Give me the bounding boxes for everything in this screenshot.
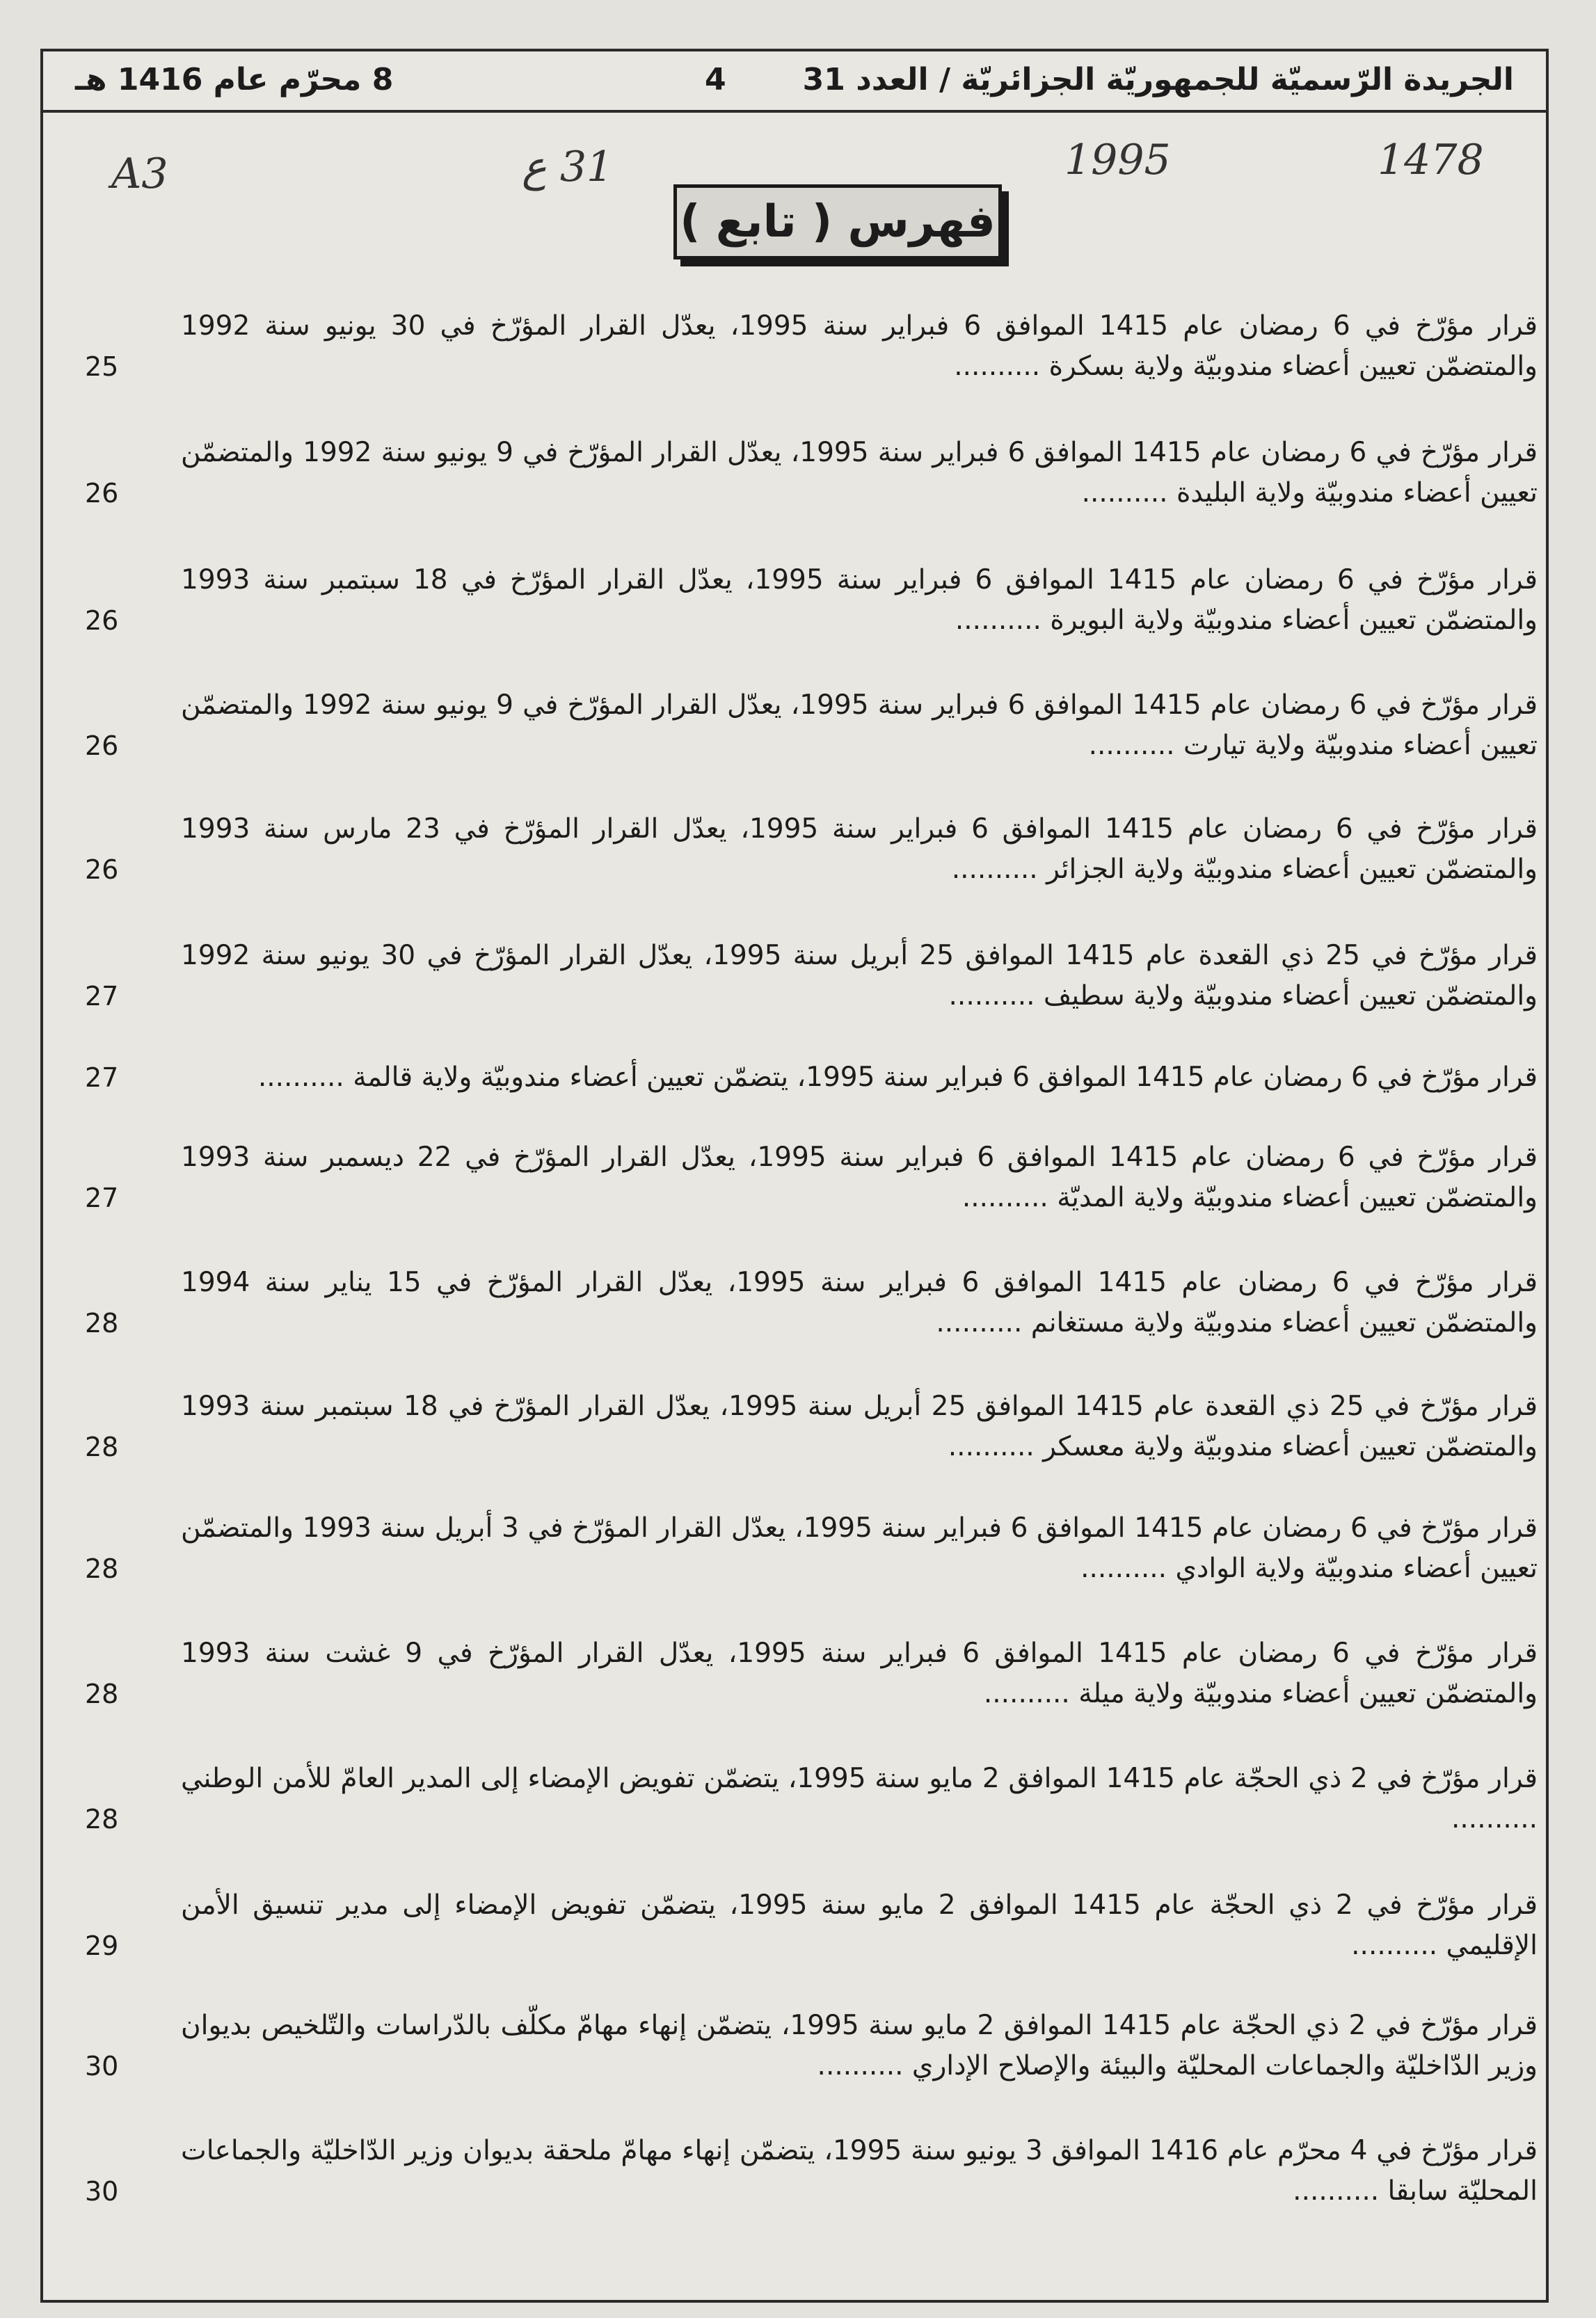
leader-dots: .......... — [961, 1182, 1058, 1213]
entry-text: قرار مؤرّخ في 25 ذي القعدة عام 1415 الموافق 25 أبريل سنة 1995، يعدّل القرار المؤرّخ في 18 سبتمبر سنة 1993 والمتضمّن تعيين أعضاء مندوبيّة ولاية معسكر .......... — [181, 1391, 1538, 1462]
entry-text: قرار مؤرّخ في 6 رمضان عام 1415 الموافق 6 فبراير سنة 1995، يعدّل القرار المؤرّخ في 9 يونيو سنة 1992 والمتضمّن تعيين أعضاء مندوبيّة ولاية تيارت .......... — [181, 689, 1538, 761]
index-entry — [77, 1386, 1538, 1467]
index-entry — [77, 2006, 1538, 2086]
leader-dots: .......... — [1080, 1553, 1176, 1584]
index-entry — [77, 560, 1538, 641]
entry-text: قرار مؤرّخ في 6 رمضان عام 1415 الموافق 6 فبراير سنة 1995، يتضمّن تعيين أعضاء مندوبيّة ولاية قالمة .......... — [257, 1062, 1538, 1093]
entry-text: قرار مؤرّخ في 4 محرّم عام 1416 الموافق 3 يونيو سنة 1995، يتضمّن إنهاء مهامّ ملحقة بديوان وزير الدّاخليّة والجماعات المحليّة سابقا .......... — [181, 2135, 1538, 2207]
entry-page-number: 27 — [85, 981, 119, 1012]
index-entry — [77, 1137, 1538, 1218]
leader-dots: .......... — [948, 980, 1044, 1012]
index-entry — [77, 1633, 1538, 1714]
entry-text: قرار مؤرّخ في 6 رمضان عام 1415 الموافق 6 فبراير سنة 1995، يعدّل القرار المؤرّخ في 15 يناير سنة 1994 والمتضمّن تعيين أعضاء مندوبيّة ولاية مستغانم .......... — [181, 1267, 1538, 1338]
leader-dots: .......... — [1293, 2175, 1388, 2207]
entry-page-number: 26 — [85, 854, 119, 885]
entry-page-number: 28 — [85, 1308, 119, 1338]
index-entry — [77, 936, 1538, 1016]
entry-text: قرار مؤرّخ في 6 رمضان عام 1415 الموافق 6 فبراير سنة 1995، يعدّل القرار المؤرّخ في 22 ديسمبر سنة 1993 والمتضمّن تعيين أعضاء مندوبيّة ولاية المديّة .......... — [181, 1142, 1538, 1213]
index-entry — [77, 433, 1538, 513]
entry-page-number: 30 — [85, 2176, 119, 2207]
leader-dots: .......... — [1088, 730, 1183, 761]
index-entry — [77, 685, 1538, 766]
leader-dots: .......... — [1351, 1930, 1446, 1961]
index-entry — [77, 2131, 1538, 2212]
index-entry — [77, 1508, 1538, 1589]
entry-page-number: 27 — [85, 1062, 119, 1093]
index-entry — [77, 1263, 1538, 1343]
entry-page-number: 28 — [85, 1679, 119, 1709]
entry-page-number: 28 — [85, 1804, 119, 1835]
leader-dots: .......... — [257, 1062, 353, 1093]
entry-page-number: 25 — [85, 351, 119, 382]
entry-page-number: 29 — [85, 1931, 119, 1961]
entry-page-number: 28 — [85, 1432, 119, 1462]
entry-text: قرار مؤرّخ في 6 رمضان عام 1415 الموافق 6 فبراير سنة 1995، يعدّل القرار المؤرّخ في 30 يونيو سنة 1992 والمتضمّن تعيين أعضاء مندوبيّة ولاية بسكرة .......... — [181, 310, 1538, 382]
leader-dots: .......... — [983, 1678, 1079, 1709]
entry-text: قرار مؤرّخ في 2 ذي الحجّة عام 1415 الموافق 2 مايو سنة 1995، يتضمّن تفويض الإمضاء إلى المدير العامّ للأمن الوطني .......... — [181, 1763, 1538, 1835]
entry-text: قرار مؤرّخ في 25 ذي القعدة عام 1415 الموافق 25 أبريل سنة 1995، يعدّل القرار المؤرّخ في 30 يونيو سنة 1992 والمتضمّن تعيين أعضاء مندوبيّة ولاية سطيف .......... — [181, 940, 1538, 1012]
page-header — [40, 49, 1549, 113]
index-entry — [77, 1759, 1538, 1839]
handwritten-issue: 31 ع — [522, 143, 614, 191]
journal-title: الجريدة الرّسميّة للجمهوريّة الجزائريّة / العدد 31 — [802, 61, 1514, 97]
leader-dots: .......... — [948, 1431, 1044, 1462]
index-entry — [77, 1057, 1538, 1098]
leader-dots: .......... — [951, 854, 1047, 885]
leader-dots: .......... — [954, 351, 1049, 382]
index-entry — [77, 809, 1538, 890]
entry-page-number: 26 — [85, 730, 119, 761]
entry-text: قرار مؤرّخ في 6 رمضان عام 1415 الموافق 6 فبراير سنة 1995، يعدّل القرار المؤرّخ في 3 أبريل سنة 1993 والمتضمّن تعيين أعضاء مندوبيّة ولاية الوادي .......... — [181, 1512, 1538, 1584]
handwritten-a3: A3 — [111, 150, 168, 198]
entry-page-number: 27 — [85, 1183, 119, 1213]
leader-dots: .......... — [936, 1307, 1031, 1338]
entry-page-number: 26 — [85, 605, 119, 636]
entry-page-number: 30 — [85, 2051, 119, 2081]
leader-dots: .......... — [955, 605, 1051, 636]
entry-text: قرار مؤرّخ في 6 رمضان عام 1415 الموافق 6 فبراير سنة 1995، يعدّل القرار المؤرّخ في 9 غشت سنة 1993 والمتضمّن تعيين أعضاء مندوبيّة ولاية ميلة .......... — [181, 1638, 1538, 1709]
entry-text: قرار مؤرّخ في 2 ذي الحجّة عام 1415 الموافق 2 مايو سنة 1995، يتضمّن إنهاء مهامّ مكلّف بالدّراسات والتّلخيص بديوان وزير الدّاخليّة والجماعات المحليّة والبيئة والإصلاح الإداري .......... — [181, 2010, 1538, 2081]
entry-text: قرار مؤرّخ في 6 رمضان عام 1415 الموافق 6 فبراير سنة 1995، يعدّل القرار المؤرّخ في 18 سبتمبر سنة 1993 والمتضمّن تعيين أعضاء مندوبيّة ولاية البويرة .......... — [181, 564, 1538, 636]
handwritten-year: 1995 — [1064, 136, 1171, 184]
header-page-number: 4 — [705, 61, 726, 97]
entry-text: قرار مؤرّخ في 6 رمضان عام 1415 الموافق 6 فبراير سنة 1995، يعدّل القرار المؤرّخ في 23 مارس سنة 1993 والمتضمّن تعيين أعضاء مندوبيّة ولاية الجزائر .......... — [181, 813, 1538, 885]
index-title-box — [673, 184, 1002, 259]
leader-dots: .......... — [1081, 477, 1176, 509]
entry-page-number: 28 — [85, 1553, 119, 1584]
entry-text: قرار مؤرّخ في 2 ذي الحجّة عام 1415 الموافق 2 مايو سنة 1995، يتضمّن تفويض الإمضاء إلى مدير تنسيق الأمن الإقليمي .......... — [181, 1889, 1538, 1961]
header-right — [705, 62, 1514, 97]
index-entry — [77, 1885, 1538, 1966]
index-title: فهرس ( تابع ) — [680, 196, 996, 248]
leader-dots: .......... — [1451, 1803, 1538, 1835]
index-entry — [77, 306, 1538, 387]
leader-dots: .......... — [817, 2050, 912, 2081]
handwritten-code: 1478 — [1378, 136, 1484, 184]
entry-text: قرار مؤرّخ في 6 رمضان عام 1415 الموافق 6 فبراير سنة 1995، يعدّل القرار المؤرّخ في 9 يونيو سنة 1992 والمتضمّن تعيين أعضاء مندوبيّة ولاية البليدة .......... — [181, 437, 1538, 509]
header-date: 8 محرّم عام 1416 هـ — [75, 61, 394, 97]
entry-page-number: 26 — [85, 478, 119, 509]
